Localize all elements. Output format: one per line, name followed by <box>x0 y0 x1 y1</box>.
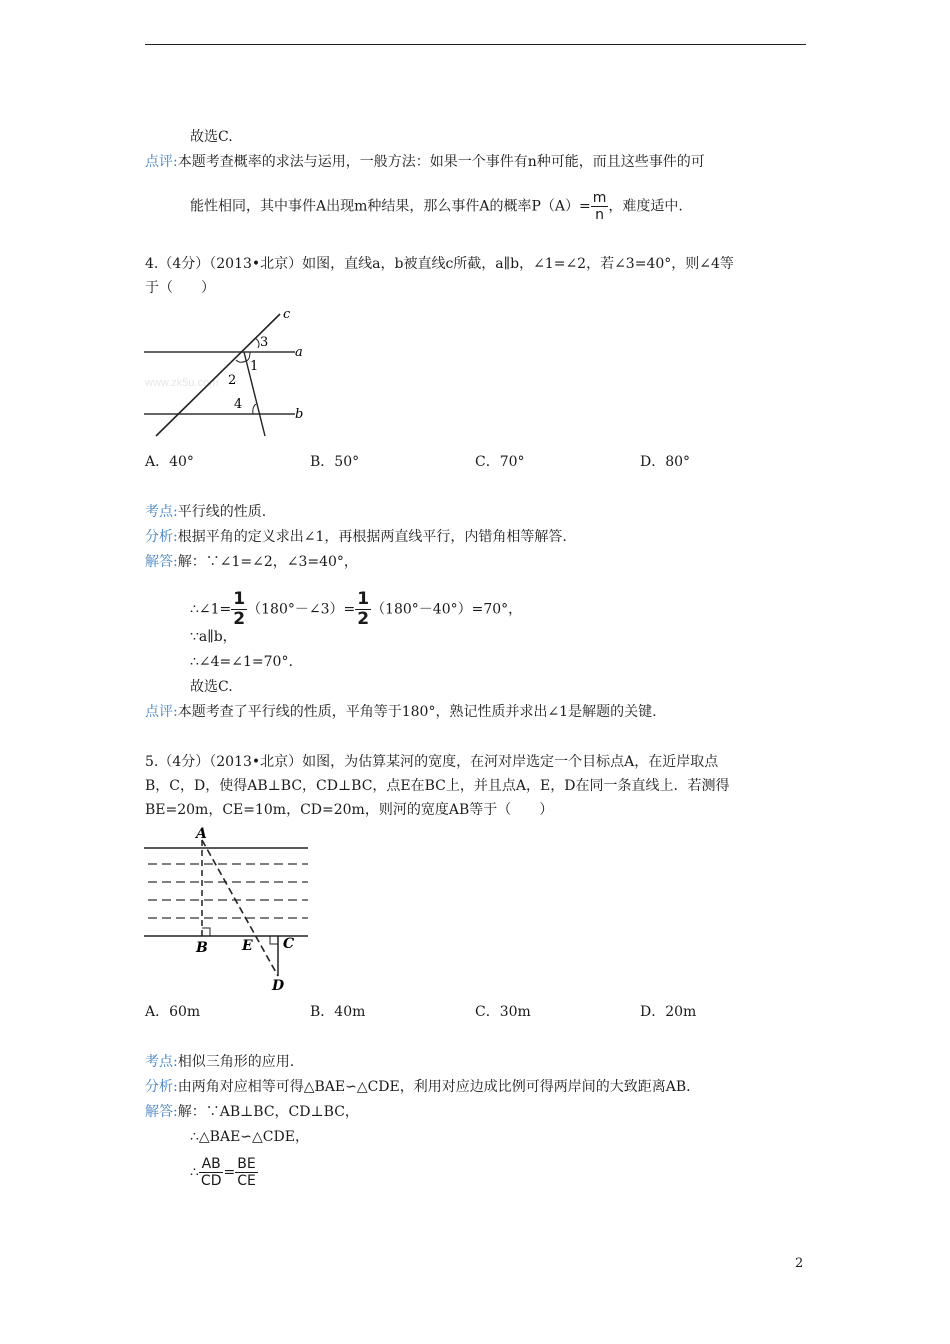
q4-kaodian: 考点:平行线的性质. <box>145 504 267 520</box>
comment-label: 点评: <box>145 154 178 170</box>
ratio-be-ce: $\frac{BE}{CE}$ <box>237 1156 256 1189</box>
line-c <box>156 314 280 436</box>
q4-jieda-line4: ∴∠4=∠1=70°. <box>190 654 293 670</box>
half-fraction-2: $\frac{1}{2}$ <box>357 589 370 629</box>
label-4: 4 <box>234 397 243 412</box>
label-B: B <box>196 940 208 956</box>
q5-fenxi: 分析:由两角对应相等可得△BAE∽△CDE，利用对应边成比例可得两岸间的大致距离AB. <box>145 1079 691 1095</box>
prev-conclusion: 故选C. <box>190 129 233 145</box>
q5-stem-line2: B，C，D，使得AB⊥BC，CD⊥BC，点E在BC上，并且点A，E，D在同一条直线上．若测得 <box>145 778 730 794</box>
q4-stem-line2: 于（ ） <box>145 280 215 296</box>
label-2: 2 <box>228 373 237 388</box>
comment-line1: 本题考查概率的求法与运用，一般方法：如果一个事件有n种可能，而且这些事件的可 <box>177 154 705 170</box>
q4-stem-line1: 4.（4分）（2013•北京）如图，直线a，b被直线c所截，a∥b，∠1=∠2，若∠3=40°，则∠4等 <box>145 256 734 272</box>
page-number: 2 <box>795 1256 804 1271</box>
half-fraction-1: $\frac{1}{2}$ <box>233 589 246 629</box>
right-angle-b <box>202 928 210 936</box>
q4-jieda: 解答:解：∵∠1=∠2，∠3=40°， <box>145 554 358 570</box>
arc-2 <box>236 360 246 362</box>
q5-jieda-line3: ∴ $\frac{AB}{CD}$ = $\frac{BE}{CE}$ <box>190 1156 256 1189</box>
q5-option-b: B．40m <box>310 1004 366 1020</box>
q4-option-c: C．70° <box>475 454 525 470</box>
arc-4 <box>253 404 256 414</box>
prev-comment <box>145 152 705 172</box>
q5-option-a: A．60m <box>145 1004 201 1020</box>
label-D: D <box>272 978 285 994</box>
probability-fraction: $\frac{m}{n}$ <box>592 190 607 223</box>
q4-dianping: 点评:本题考查了平行线的性质，平角等于180°，熟记性质并求出∠1是解题的关键. <box>145 704 657 720</box>
q4-fenxi: 分析:根据平角的定义求出∠1，再根据两直线平行，内错角相等解答. <box>145 529 567 545</box>
q4-option-a: A．40° <box>145 454 194 470</box>
q5-stem-line1: 5.（4分）（2013•北京）如图，为估算某河的宽度，在河对岸选定一个目标点A，在近岸取点 <box>145 754 719 770</box>
river-dashes <box>148 864 308 918</box>
q4-option-b: B．50° <box>310 454 360 470</box>
label-1: 1 <box>250 359 259 374</box>
q5-jieda: 解答:解：∵AB⊥BC，CD⊥BC， <box>145 1104 359 1120</box>
header-rule <box>145 44 806 45</box>
q4-figure <box>140 300 320 442</box>
figure-watermark: www.zk5u.com <box>145 377 219 389</box>
label-A: A <box>196 826 207 842</box>
label-b: b <box>295 407 304 422</box>
label-E: E <box>242 938 253 954</box>
q5-jieda-line2: ∴△BAE∽△CDE， <box>190 1129 309 1145</box>
label-3: 3 <box>260 335 269 350</box>
label-a: a <box>295 345 303 360</box>
q4-option-d: D．80° <box>640 454 691 470</box>
q5-option-d: D．20m <box>640 1004 697 1020</box>
q5-option-c: C．30m <box>475 1004 531 1020</box>
arc-3 <box>255 338 259 348</box>
ratio-ab-cd: $\frac{AB}{CD}$ <box>200 1156 222 1189</box>
segment-ad <box>202 840 278 976</box>
q5-kaodian: 考点:相似三角形的应用. <box>145 1054 295 1070</box>
q4-jieda-line2: ∴∠1= $\frac{1}{2}$ （180°－∠3）= $\frac{1}{2}$ （180°－40°）=70°， <box>190 589 523 629</box>
label-c: c <box>283 307 291 322</box>
right-angle-c <box>270 936 278 944</box>
q4-conclusion: 故选C. <box>190 679 233 695</box>
prev-comment-line2: 能性相同，其中事件A出现m种结果，那么事件A的概率P（A）= $\frac{m}{n}$ ，难度适中. <box>190 190 683 223</box>
q4-jieda-line3: ∵a∥b， <box>190 629 237 645</box>
q5-stem-line3: BE=20m，CE=10m，CD=20m，则河的宽度AB等于（ ） <box>145 802 554 818</box>
label-C: C <box>283 936 295 952</box>
q5-figure <box>140 826 315 994</box>
